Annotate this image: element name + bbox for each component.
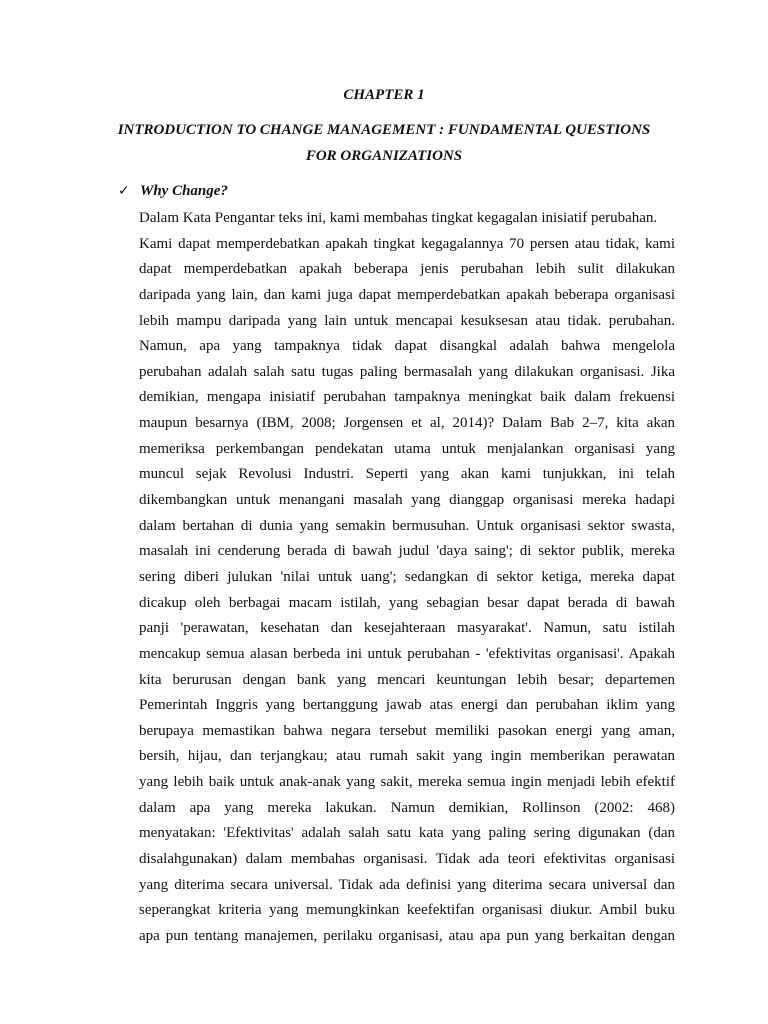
body-text-line: seperangkat kriteria yang memungkinkan keefektifan organisasi diukur. Ambil buku	[139, 902, 675, 919]
body-text-line: dalam apa yang mereka lakukan. Namun demikian, Rollinson (2002: 468)	[139, 799, 675, 816]
body-text-line: daripada yang lain, dan kami juga dapat memperdebatkan apakah beberapa organisasi	[139, 286, 675, 303]
body-text-line: lebih mampu daripada yang lain untuk mencapai kesuksesan atau tidak. perubahan.	[139, 312, 675, 329]
section-heading-text: Why Change?	[140, 183, 228, 199]
body-text-line: menyatakan: 'Efektivitas' adalah salah satu kata yang paling sering digunakan (dan	[139, 825, 675, 842]
body-text-line: Namun, apa yang tampaknya tidak dapat disangkal adalah bahwa mengelola	[139, 338, 675, 355]
chapter-title-line-1: INTRODUCTION TO CHANGE MANAGEMENT : FUNDAMENTAL QUESTIONS	[117, 122, 651, 138]
body-paragraph	[139, 206, 675, 950]
body-text-line: mencakup semua alasan berbeda ini untuk perubahan - 'efektivitas organisasi'. Apakah	[139, 645, 675, 662]
body-text-line: masalah ini cenderung berada di bawah judul 'daya saing'; di sektor publik, mereka	[139, 543, 675, 560]
body-text-line: dikembangkan untuk menangani masalah yang dianggap organisasi mereka hadapi	[139, 492, 675, 509]
body-text-line: yang diterima secara universal. Tidak ada definisi yang diterima secara universal dan	[139, 876, 675, 893]
body-text-line: Dalam Kata Pengantar teks ini, kami membahas tingkat kegagalan inisiatif perubahan.	[139, 210, 658, 226]
chapter-heading: CHAPTER 1	[343, 87, 425, 103]
body-text-line: yang lebih baik untuk anak-anak yang sakit, mereka semua ingin menjadi lebih efektif	[139, 774, 675, 791]
body-text-line: kita berurusan dengan bank yang mencari keuntungan lebih besar; departemen	[139, 671, 675, 688]
body-text-line: Pemerintah Inggris yang bertanggung jawab atas energi dan perubahan iklim yang	[139, 697, 675, 714]
body-text-line: Kami dapat memperdebatkan apakah tingkat kegagalannya 70 persen atau tidak, kami	[139, 235, 675, 252]
body-text-line: sering diberi julukan 'nilai untuk uang'; sedangkan di sektor ketiga, mereka dapat	[139, 568, 675, 585]
body-text-line: panji 'perawatan, kesehatan dan kesejahteraan masyarakat'. Namun, satu istilah	[139, 620, 675, 637]
body-text-line: bersih, hijau, dan terjangkau; atau rumah sakit yang ingin memberikan perawatan	[139, 748, 675, 765]
checkmark-icon: ✓	[118, 183, 130, 199]
body-text-line: berupaya memastikan bahwa negara tersebut memiliki pasokan energi yang aman,	[139, 722, 675, 739]
body-text-line: demikian, mengapa inisiatif perubahan tampaknya meningkat baik dalam frekuensi	[139, 389, 675, 406]
body-text-line: muncul sejak Revolusi Industri. Seperti yang akan kami tunjukkan, ini telah	[139, 466, 675, 483]
body-text-line: dalam bertahan di dunia yang semakin bermusuhan. Untuk organisasi sektor swasta,	[139, 517, 675, 534]
body-text-line: memeriksa perkembangan pendekatan utama untuk menjalankan organisasi yang	[139, 440, 675, 457]
body-text-line: maupun besarnya (IBM, 2008; Jorgensen et al, 2014)? Dalam Bab 2–7, kita akan	[139, 415, 675, 432]
body-text-line: dapat memperdebatkan apakah beberapa jenis perubahan lebih sulit dilakukan	[139, 261, 675, 278]
chapter-title-line-2: FOR ORGANIZATIONS	[305, 148, 463, 164]
body-text-line: disalahgunakan) dalam membahas organisasi. Tidak ada teori efektivitas organisasi	[139, 851, 675, 868]
body-text-line: perubahan adalah salah satu tugas paling bermasalah yang dilakukan organisasi. Jika	[139, 363, 675, 380]
body-text-line: apa pun tentang manajemen, perilaku organisasi, atau apa pun yang berkaitan dengan	[139, 927, 675, 944]
section-heading	[118, 183, 228, 200]
body-text-line: dicakup oleh berbagai macam istilah, yang sebagian besar dapat berada di bawah	[139, 594, 675, 611]
